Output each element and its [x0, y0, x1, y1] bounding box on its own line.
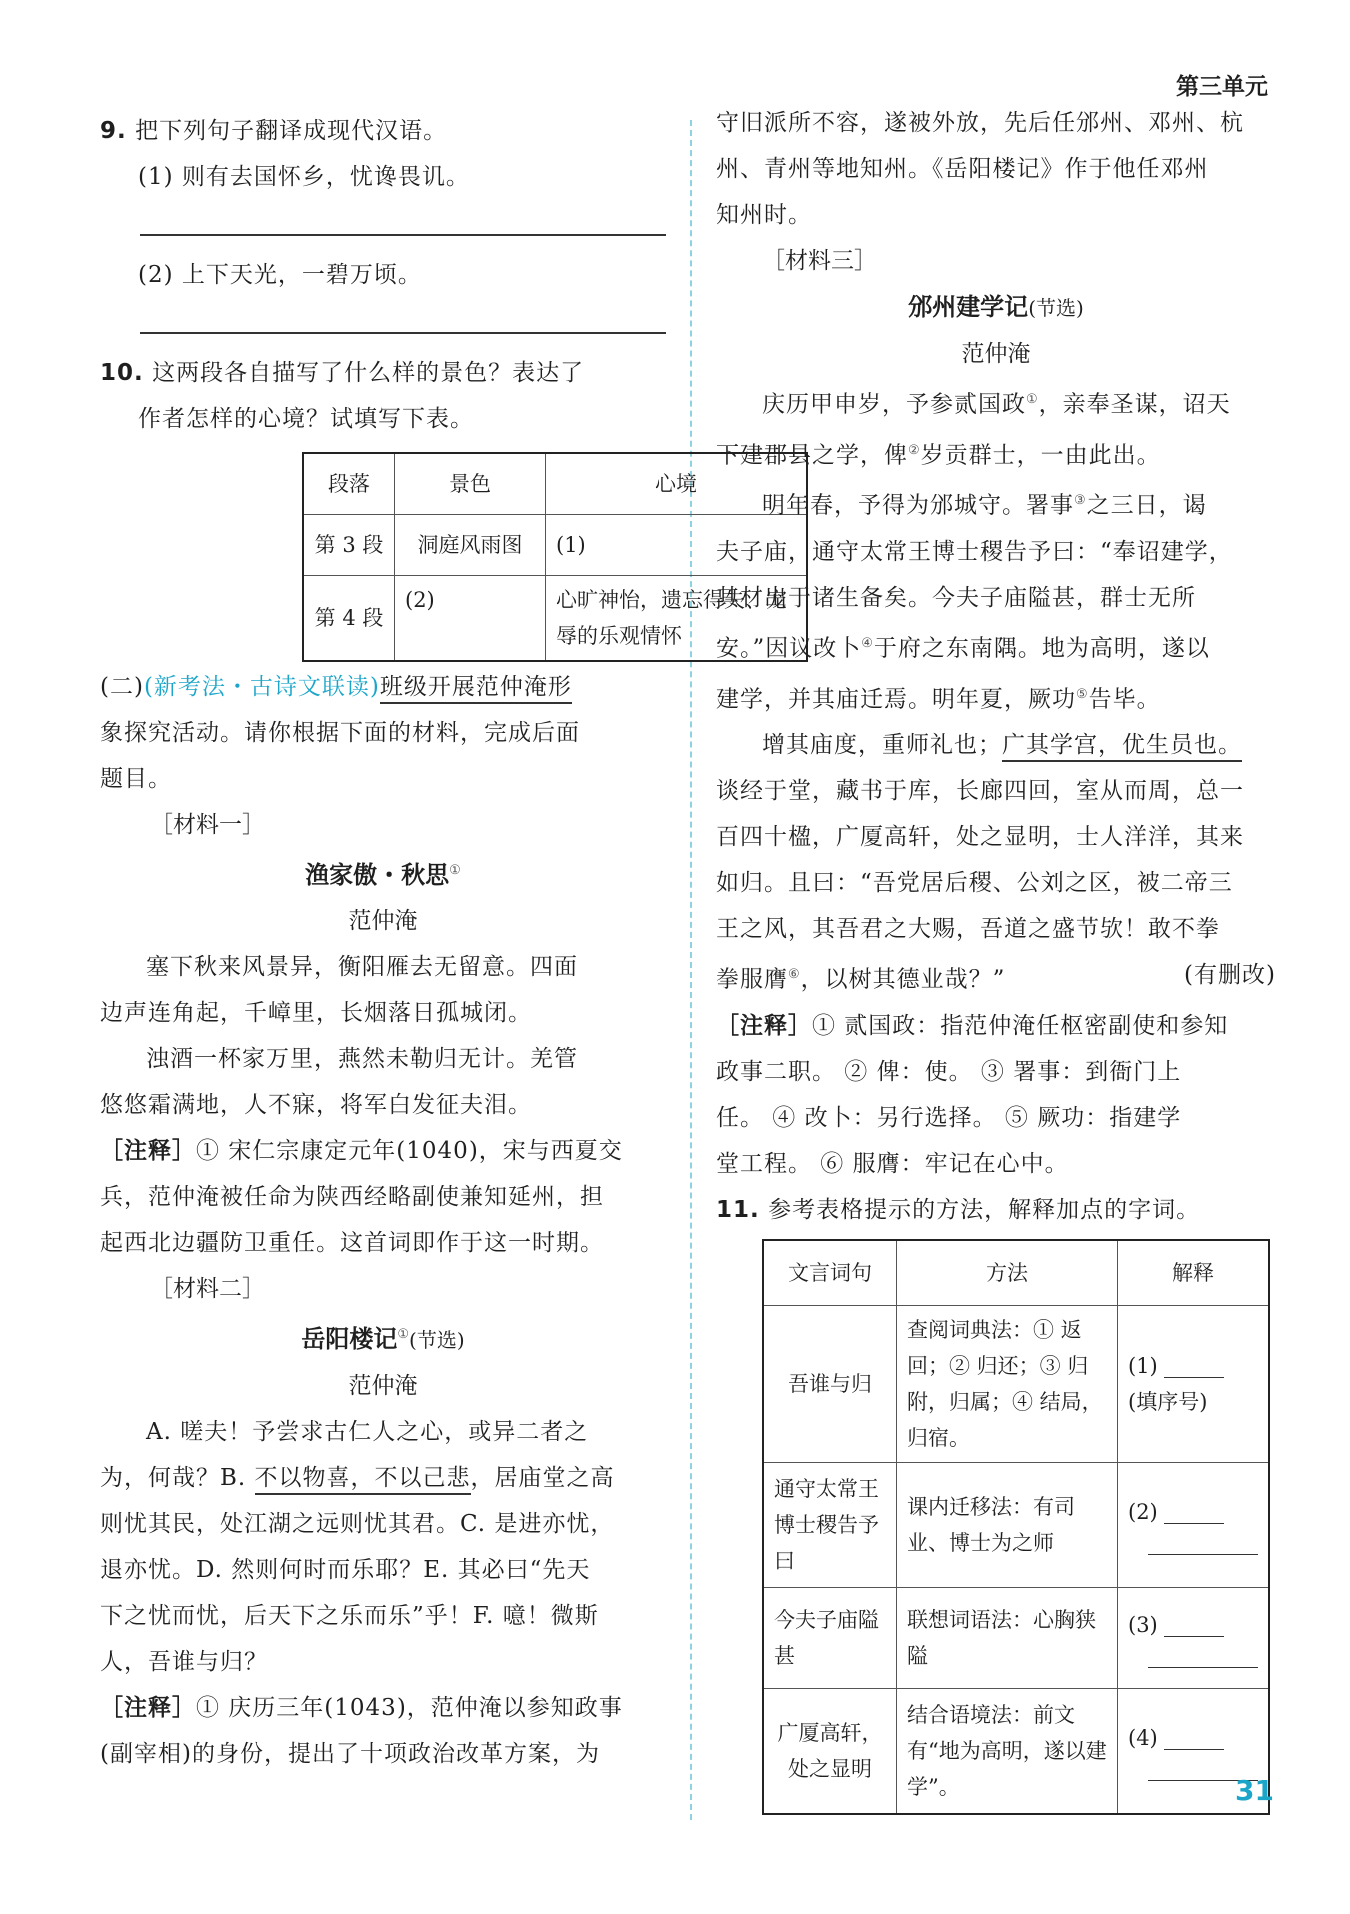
essay-text: ，居庙堂之高	[470, 1465, 615, 1491]
answer-blank[interactable]	[1164, 1503, 1224, 1524]
material-3-note	[716, 1003, 1276, 1049]
poem-line: 浊酒一杯家万里，燕然未勒归无计。羌管	[146, 1046, 578, 1072]
poem-line: 边声连角起，千嶂里，长烟落日孤城闭。	[100, 1000, 532, 1026]
new-exam-tag: (新考法・古诗文联读)	[143, 674, 380, 700]
note-continued: 知州时。	[716, 202, 812, 228]
note-text: 任。 ④ 改卜：另行选择。 ⑤ 厥功：指建学	[716, 1104, 1182, 1131]
m3-line: 谈经于堂，藏书于库，长廊四回，室从而周，总一	[716, 778, 1244, 805]
answer-number: (3)	[1128, 1613, 1158, 1638]
m3-text: ，以树其德业哉？”	[800, 966, 1006, 993]
note-text: ① 庆历三年(1043)，范仲淹以参知政事	[196, 1695, 623, 1721]
method-cell: 结合语境法：前文有“地为高明，遂以建学”。	[897, 1688, 1118, 1814]
column-divider	[690, 120, 692, 1820]
m3-text: 之三日，谒	[1086, 492, 1207, 519]
answer-hint: (填序号)	[1128, 1389, 1208, 1414]
m3-text: 安。”因议改卜	[716, 635, 862, 662]
m3-text: 增其庙度，重师礼也；	[762, 732, 1002, 759]
source-note: (有删改)	[1184, 962, 1276, 989]
material-2-note	[100, 1685, 666, 1731]
m3-line	[716, 672, 1276, 723]
note-mark: ⑤	[1076, 686, 1089, 702]
note-mark: ①	[1026, 392, 1039, 407]
m3-line: 如归。且曰：“吾党居后稷、公刘之区，被二帝三	[716, 870, 1233, 897]
part2-text-2: 象探究活动。请你根据下面的材料，完成后面	[100, 720, 580, 746]
essay-title: 邠州建学记	[908, 293, 1029, 321]
material-2-label: ［材料二］	[150, 1276, 265, 1302]
underlined-sentence: 广其学宫，优生员也。	[1002, 732, 1242, 762]
m3-line	[716, 377, 1276, 428]
m3-line: 其材出于诸生备矣。今夫子庙隘甚，群士无所	[716, 584, 1196, 611]
note-text: 兵，范仲淹被任命为陕西经略副使兼知延州，担	[100, 1184, 604, 1210]
answer-cell[interactable]	[1118, 1462, 1270, 1587]
q10	[100, 350, 666, 396]
note-continued: 州、青州等地知州。《岳阳楼记》作于他任邓州	[716, 156, 1209, 182]
m3-text: 庆历甲申岁，予参贰国政	[762, 391, 1026, 418]
answer-cell[interactable]	[1118, 1305, 1270, 1462]
essay-line: A. 嗟夫！予尝求古仁人之心，或异二者之	[146, 1419, 589, 1445]
note-mark: ⑥	[788, 967, 801, 983]
answer-blank[interactable]	[1164, 1357, 1224, 1378]
answer-number: (4)	[1128, 1726, 1158, 1751]
essay-line: 则忧其民，处江湖之远则忧其君。C. 是进亦忧，	[100, 1511, 615, 1537]
title-suffix: (节选)	[409, 1328, 465, 1352]
material-3-label: ［材料三］	[762, 248, 877, 274]
material-2-title	[100, 1312, 666, 1363]
m3-text: 明年春，予得为邠城守。署事	[762, 492, 1074, 519]
cell: 第 3 段	[303, 515, 395, 576]
note-mark: ④	[861, 635, 874, 651]
q10-text-2: 作者怎样的心境？试填写下表。	[138, 406, 474, 432]
essay-line: 人，吾谁与归？	[100, 1649, 268, 1675]
method-cell: 课内迁移法：有司业、博士为之师	[897, 1462, 1118, 1587]
phrase-cell: 广厦高轩，处之显明	[763, 1688, 897, 1814]
q11-table	[762, 1239, 1270, 1815]
q11	[716, 1187, 1276, 1233]
answer-line[interactable]	[140, 208, 666, 236]
m3-line: 王之风，其吾君之大赐，吾道之盛节欤！敢不拳	[716, 916, 1220, 943]
material-1-note	[100, 1128, 666, 1174]
cell: 洞庭风雨图	[395, 515, 546, 576]
material-3-title	[716, 284, 1276, 331]
q10-text: 这两段各自描写了什么样的景色？表达了	[152, 360, 585, 386]
note-mark: ①	[397, 1327, 410, 1342]
th-scenery: 景色	[395, 453, 546, 515]
m3-line	[716, 621, 1276, 672]
answer-cell[interactable]	[1118, 1587, 1270, 1688]
q11-text: 参考表格提示的方法，解释加点的字词。	[768, 1196, 1201, 1223]
answer-number: (1)	[1128, 1353, 1158, 1378]
m3-line	[716, 952, 1276, 1003]
note-text: (副宰相)的身份，提出了十项政治改革方案，为	[100, 1741, 600, 1767]
part2-intro	[100, 664, 666, 710]
th-method: 方法	[897, 1240, 1118, 1306]
note-mark: ①	[449, 863, 461, 878]
cell: 心旷神怡，遗忘得失、宠辱的乐观情怀	[546, 576, 808, 662]
note-label: ［注释］	[100, 1695, 196, 1721]
m3-line	[716, 722, 1276, 768]
m3-line	[716, 428, 1276, 479]
right-column	[716, 100, 1276, 1815]
th-mood: 心境	[546, 453, 808, 515]
q9-text: 把下列句子翻译成现代汉语。	[135, 118, 448, 144]
unit-header: 第三单元	[1176, 74, 1268, 100]
answer-blank[interactable]	[1164, 1616, 1224, 1637]
note-text: 政事二职。 ② 俾：使。 ③ 署事：到衙门上	[716, 1058, 1182, 1085]
cell: 第 4 段	[303, 576, 395, 662]
phrase-cell: 通守太常王博士稷告予曰	[763, 1462, 897, 1587]
m3-text: 岁贡群士，一由此出。	[920, 442, 1161, 469]
th-phrase: 文言词句	[763, 1240, 897, 1306]
note-text: ① 贰国政：指范仲淹任枢密副使和参知	[812, 1012, 1229, 1039]
m3-text: ，亲奉圣谋，诏天	[1038, 391, 1231, 418]
poem-line: 塞下秋来风景异，衡阳雁去无留意。四面	[146, 954, 578, 980]
m3-line: 夫子庙，通守太常王博士稷告予曰：“奉诏建学，	[716, 538, 1233, 565]
th-explain: 解释	[1118, 1240, 1270, 1306]
note-mark: ②	[908, 442, 921, 458]
page-number: 31	[1235, 1774, 1274, 1807]
q11-table-wrap	[762, 1239, 1276, 1815]
note-text: 堂工程。 ⑥ 服膺：牢记在心中。	[716, 1150, 1069, 1177]
phrase-cell: 吾谁与归	[763, 1305, 897, 1462]
m3-line: 百四十楹，广厦高轩，处之显明，士人洋洋，其来	[716, 824, 1244, 851]
title-suffix: (节选)	[1028, 296, 1084, 320]
answer-cell[interactable]: (2)	[395, 576, 546, 662]
method-cell: 联想词语法：心胸狭隘	[897, 1587, 1118, 1688]
material-3-author: 范仲淹	[961, 341, 1031, 367]
material-1-title	[100, 848, 666, 898]
m3-text: 建学，并其庙迁焉。明年夏，厥功	[716, 686, 1076, 713]
note-label: ［注释］	[100, 1138, 196, 1164]
answer-line[interactable]	[140, 306, 666, 334]
note-text: ① 宋仁宗康定元年(1040)，宋与西夏交	[196, 1138, 623, 1164]
essay-line	[100, 1455, 666, 1501]
poem-line: 悠悠霜满地，人不寐，将军白发征夫泪。	[100, 1092, 532, 1118]
m3-text: 拳服膺	[716, 966, 788, 993]
essay-text: 为，何哉？B.	[100, 1465, 255, 1491]
phrase-cell: 今夫子庙隘甚	[763, 1587, 897, 1688]
essay-line: 退亦忧。D. 然则何时而乐耶？E. 其必曰“先天	[100, 1557, 591, 1583]
m3-text: 告毕。	[1088, 686, 1161, 713]
answer-blank[interactable]	[1148, 1530, 1258, 1555]
answer-blank[interactable]	[1148, 1643, 1258, 1668]
m3-text: 于府之东南隅。地为高明，遂以	[873, 635, 1210, 662]
note-continued: 守旧派所不容，遂被外放，先后任邠州、邓州、杭	[716, 110, 1244, 136]
part2-prefix: (二)	[100, 674, 144, 700]
part2-text: 班级开展范仲淹形	[380, 674, 572, 704]
note-label: ［注释］	[716, 1012, 812, 1039]
q9-item-2: (2) 上下天光，一碧万顷。	[138, 262, 422, 288]
material-1-author: 范仲淹	[348, 908, 418, 934]
material-2-author: 范仲淹	[348, 1373, 418, 1399]
method-cell: 查阅词典法：① 返回；② 归还；③ 归附，归属；④ 结局，归宿。	[897, 1305, 1118, 1462]
q9-item-1: (1) 则有去国怀乡，忧谗畏讥。	[138, 164, 470, 190]
essay-line: 下之忧而忧，后天下之乐而乐”乎！F. 噫！微斯	[100, 1603, 599, 1629]
material-1-label: ［材料一］	[150, 812, 265, 838]
note-mark: ③	[1074, 493, 1087, 509]
answer-cell[interactable]: (1)	[546, 515, 808, 576]
m3-line	[716, 478, 1276, 529]
q10-number: 10.	[100, 360, 144, 386]
m3-text: 下建郡县之学，俾	[716, 442, 908, 469]
q11-number: 11.	[716, 1196, 760, 1223]
q9	[100, 108, 666, 154]
essay-title: 岳阳楼记	[301, 1325, 398, 1353]
poem-title: 渔家傲・秋思	[305, 861, 450, 889]
answer-number: (2)	[1128, 1500, 1158, 1525]
part2-text-3: 题目。	[100, 766, 172, 792]
note-text: 起西北边疆防卫重任。这首词即作于这一时期。	[100, 1230, 604, 1256]
th-paragraph: 段落	[303, 453, 395, 515]
answer-blank[interactable]	[1164, 1729, 1224, 1750]
underlined-sentence: 不以物喜，不以己悲	[255, 1465, 471, 1495]
q9-number: 9.	[100, 118, 127, 144]
